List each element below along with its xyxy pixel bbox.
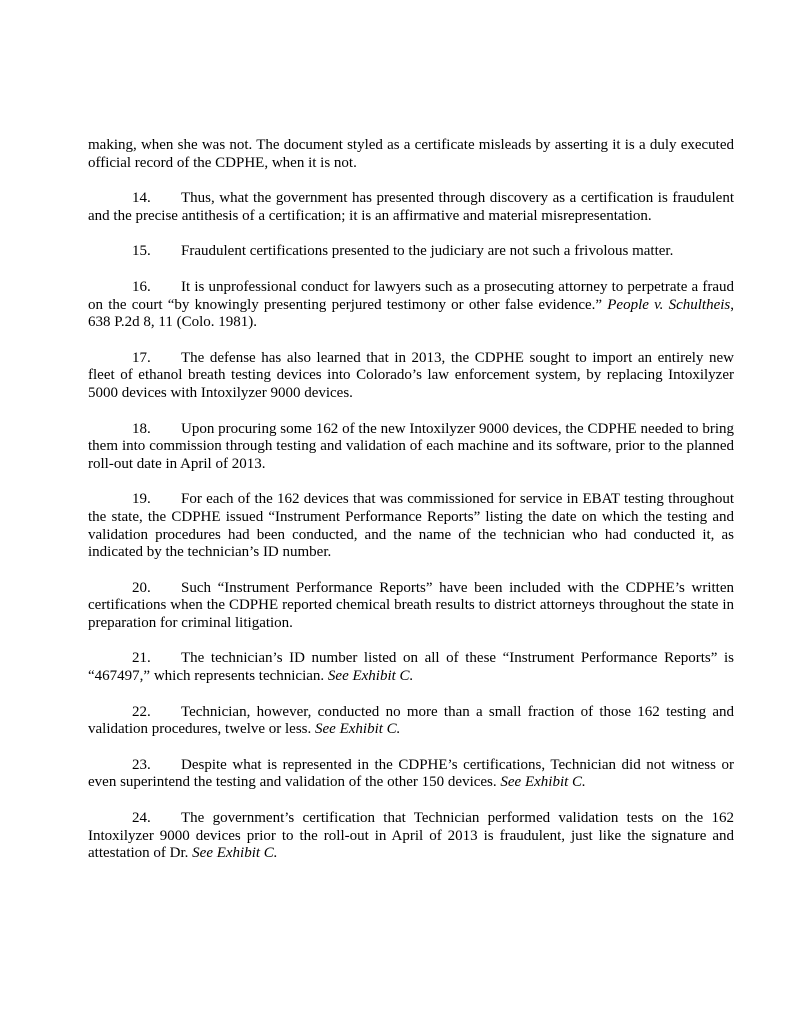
paragraph-text: The defense has also learned that in 2013, the CDPHE sought to import an entirely new fleet of ethanol breath testing devices into Colorado’s law enforcement system, by replacing Intoxilyzer 5000 devices with Intoxilyzer 9000 devices. [88, 349, 734, 401]
paragraph-number: 22. [132, 703, 151, 720]
paragraph-14 [88, 190, 734, 225]
paragraph-20 [88, 580, 734, 633]
exhibit-reference: See Exhibit C. [500, 774, 586, 791]
exhibit-reference: See Exhibit C. [192, 845, 278, 862]
case-citation: People v. Schultheis [607, 296, 731, 313]
paragraph-19 [88, 491, 734, 561]
paragraph-text: Despite what is represented in the CDPHE’s certifications, Technician did not witness or even superintend the testing and validation of the other 150 devices. [88, 756, 734, 791]
paragraph-number: 15. [132, 243, 151, 260]
paragraph-24 [88, 810, 734, 863]
paragraph-text: The government’s certification that Technician performed validation tests on the 162 Intoxilyzer 9000 devices prior to the roll-out in April of 2013 is fraudulent, just like the signature and attestation of Dr. [88, 810, 734, 862]
paragraph-23 [88, 757, 734, 792]
paragraph-15 [88, 243, 734, 261]
paragraph-17 [88, 350, 734, 403]
paragraph-number: 19. [132, 491, 151, 508]
continuation-paragraph [88, 137, 734, 172]
paragraph-number: 16. [132, 278, 151, 295]
paragraph-21 [88, 650, 734, 685]
paragraph-text: For each of the 162 devices that was commissioned for service in EBAT testing throughout the state, the CDPHE issued “Instrument Performance Reports” listing the date on which the testing and validation procedures had been conducted, and the name of the technician who had conducted it, as indicated by the technician’s ID number. [88, 491, 734, 561]
paragraph-16 [88, 279, 734, 332]
paragraph-number: 21. [132, 650, 151, 667]
paragraph-number: 14. [132, 190, 151, 207]
paragraph-number: 23. [132, 756, 151, 773]
paragraph-text: Such “Instrument Performance Reports” have been included with the CDPHE’s written certifications when the CDPHE reported chemical breath results to district attorneys throughout the state in preparation for criminal litigation. [88, 579, 734, 631]
exhibit-reference: See Exhibit C. [327, 668, 414, 685]
paragraph-number: 18. [132, 420, 151, 437]
paragraph-text: It is unprofessional conduct for lawyers such as a prosecuting attorney to perpetrate a fraud on the court “by knowingly presenting perjured testimony or other false evidence.” [88, 278, 734, 313]
paragraph-text: Upon procuring some 162 of the new Intoxilyzer 9000 devices, the CDPHE needed to bring them into commission through testing and validation of each machine and its software, prior to the planned roll-out date in April of 2013. [88, 420, 734, 472]
paragraph-text: The technician’s ID number listed on all of these “Instrument Performance Reports” is “467497,” which represents technician. [88, 650, 734, 685]
paragraph-number: 20. [132, 579, 151, 596]
citation-reporter: , 638 P.2d 8, 11 (Colo. 1981). [88, 296, 734, 331]
paragraph-number: 17. [132, 349, 151, 366]
document-page [88, 137, 734, 881]
paragraph-text: Fraudulent certifications presented to the judiciary are not such a frivolous matter. [181, 243, 674, 260]
paragraph-22 [88, 704, 734, 739]
paragraph-18 [88, 421, 734, 474]
exhibit-reference: See Exhibit C. [315, 721, 401, 738]
paragraph-text: Technician, however, conducted no more than a small fraction of those 162 testing and validation procedures, twelve or less. [88, 703, 734, 738]
paragraph-text: making, when she was not. The document styled as a certificate misleads by asserting it is a duly executed official record of the CDPHE, when it is not. [88, 137, 734, 171]
paragraph-number: 24. [132, 810, 151, 827]
paragraph-text: Thus, what the government has presented through discovery as a certification is fraudulent and the precise antithesis of a certification; it is an affirmative and material misrepresentation. [88, 190, 734, 224]
